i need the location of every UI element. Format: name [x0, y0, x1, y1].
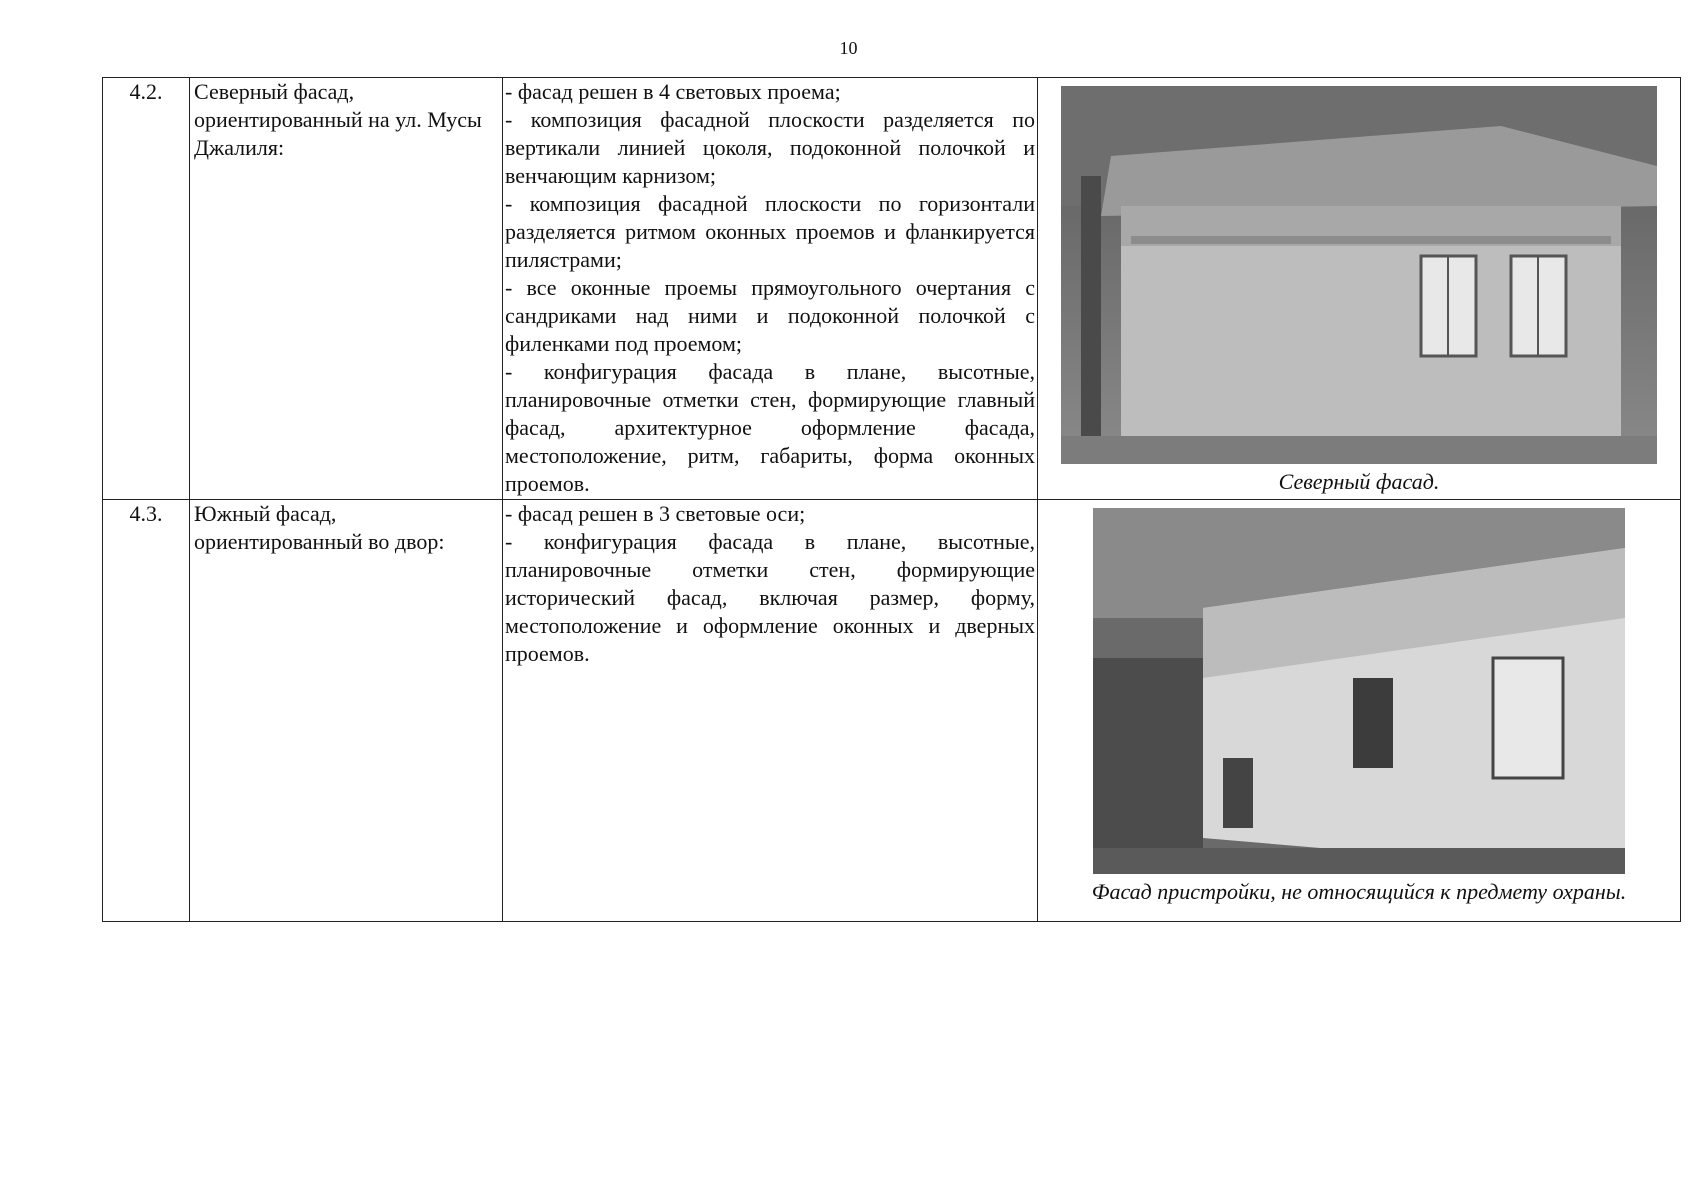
- description-item: - конфигурация фасада в плане, высотные, планировочные отметки стен, формирующие главный фасад, архитектурное оформление фасада, местоположение, ритм, габариты, форма оконных проемов.: [505, 359, 1035, 496]
- description-item: - фасад решен в 3 световые оси;: [505, 501, 806, 526]
- table-row: [103, 500, 1681, 922]
- photo-cell: [1038, 500, 1681, 922]
- facade-table: [102, 77, 1681, 922]
- description-item: - композиция фасадной плоскости разделяется по вертикали линией цоколя, подоконной полочкой и венчающим карнизом;: [505, 107, 1035, 188]
- description-item: - все оконные проемы прямоугольного очертания с сандриками над ними и подоконной полочкой с филенками под проемом;: [505, 275, 1035, 356]
- north-facade-photo: [1040, 86, 1678, 496]
- description-item: - фасад решен в 4 световых проема;: [505, 79, 841, 104]
- photo-caption: Фасад пристройки, не относящийся к предмету охраны.: [1091, 879, 1627, 904]
- photo-caption: Северный фасад.: [1278, 469, 1440, 494]
- facade-description: [503, 78, 1038, 500]
- page-number: 10: [839, 38, 858, 58]
- facade-description: [503, 500, 1038, 922]
- facade-name: Северный фасад, ориентированный на ул. Мусы Джалиля:: [190, 78, 503, 500]
- description-item: - композиция фасадной плоскости по горизонтали разделяется ритмом оконных проемов и фланкируется пилястрами;: [505, 191, 1035, 272]
- row-number: 4.3.: [103, 500, 190, 922]
- facade-name: Южный фасад, ориентированный во двор:: [190, 500, 503, 922]
- row-number: 4.2.: [103, 78, 190, 500]
- table-row: [103, 78, 1681, 500]
- description-item: - конфигурация фасада в плане, высотные, планировочные отметки стен, формирующие исторический фасад, включая размер, форму, местоположение и оформление оконных и дверных проемов.: [505, 529, 1035, 666]
- annex-facade-photo: [1040, 508, 1678, 906]
- photo-cell: [1038, 78, 1681, 500]
